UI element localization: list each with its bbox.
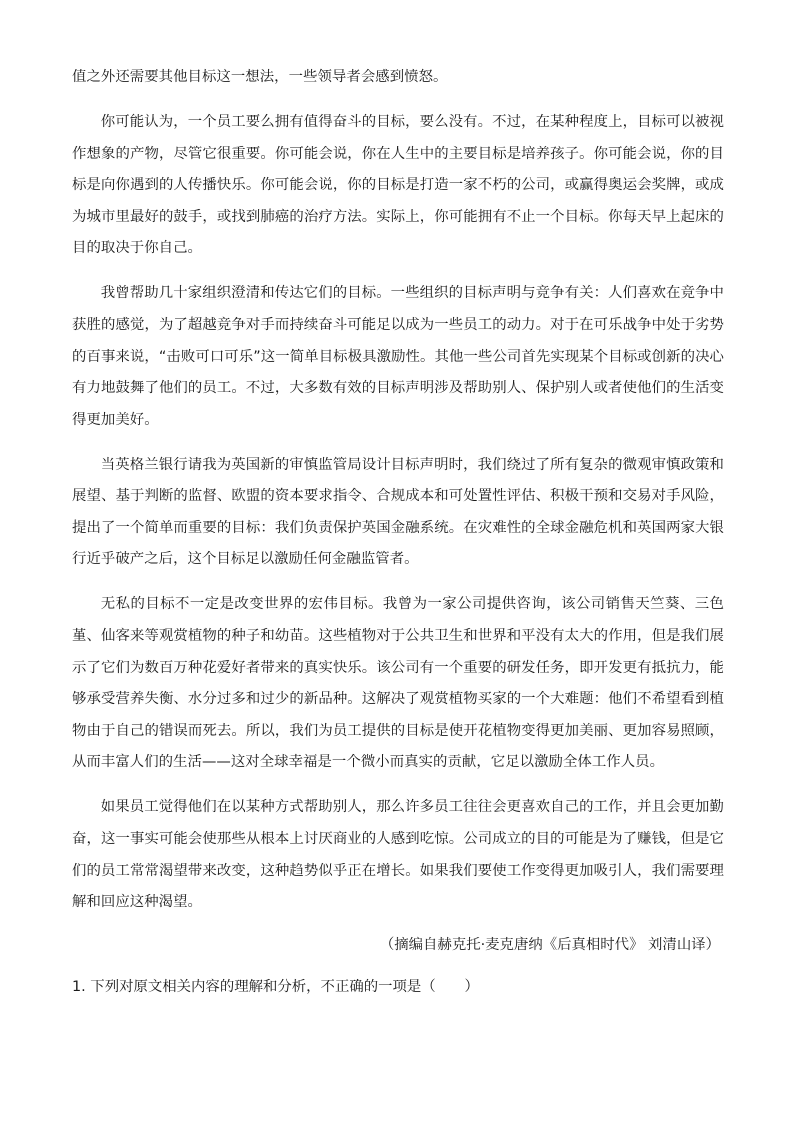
paragraph-continuation: 值之外还需要其他目标这一想法，一些领导者会感到愤怒。 xyxy=(72,69,448,85)
paragraph-helping-others: 如果员工觉得他们在以某种方式帮助别人，那么许多员工往往会更喜欢自己的工作，并且会更加勤奋，这一事实可能会使那些从根本上讨厌商业的人感到吃惊。公司成立的目的可能是为了赚钱，但是它们的员工常常渴望带来改变，这种趋势似乎正在增长。如果我们要使工作变得更加吸引人，我们需要理解和回应这种渴望。 xyxy=(72,799,724,911)
paragraph-selfless-goals: 无私的目标不一定是改变世界的宏伟目标。我曾为一家公司提供咨询，该公司销售天竺葵、三色堇、仙客来等观赏植物的种子和幼苗。这些植物对于公共卫生和世界和平没有太大的作用，但是我们展示了它们为数百万种花爱好者带来的真实快乐。该公司有一个重要的研发任务，即开发更有抵抗力，能够承受营养失衡、水分过多和过少的新品种。这解决了观赏植物买家的一个大难题：他们不希望看到植物由于自己的错误而死去。所以，我们为员工提供的目标是使开花植物变得更加美丽、更加容易照顾，从而丰富人们的生活——这对全球幸福是一个微小而真实的贡献，它足以激励全体工作人员。 xyxy=(72,596,724,771)
article-body xyxy=(72,62,724,1003)
paragraph-competition-goals: 我曾帮助几十家组织澄清和传达它们的目标。一些组织的目标声明与竞争有关：人们喜欢在竞争中获胜的感觉，为了超越竞争对手而持续奋斗可能足以成为一些员工的动力。对于在可乐战争中处于劣势的百事来说，“击败可口可乐”这一简单目标极具激励性。其他一些公司首先实现某个目标或创新的决心有力地鼓舞了他们的员工。不过，大多数有效的目标声明涉及帮助别人、保护别人或者使他们的生活变得更加美好。 xyxy=(72,285,724,428)
question-1: 1. 下列对原文相关内容的理解和分析，不正确的一项是（ ） xyxy=(72,978,479,995)
source-citation: （摘编自赫克托·麦克唐纳《后真相时代》 刘清山译） xyxy=(379,937,720,954)
paragraph-goal-imagination: 你可能认为，一个员工要么拥有值得奋斗的目标，要么没有。不过，在某种程度上，目标可以被视作想象的产物，尽管它很重要。你可能会说，你在人生中的主要目标是培养孩子。你可能会说，你的目标是向你遇到的人传播快乐。你可能会说，你的目标是打造一家不朽的公司，或赢得奥运会奖牌，或成为城市里最好的鼓手，或找到肺癌的治疗方法。实际上，你可能拥有不止一个目标。你每天早上起床的目的取决于你自己。 xyxy=(72,113,724,257)
paragraph-bank-of-england: 当英格兰银行请我为英国新的审慎监管局设计目标声明时，我们绕过了所有复杂的微观审慎政策和展望、基于判断的监督、欧盟的资本要求指令、合规成本和可处置性评估、积极干预和交易对手风险，提出了一个简单而重要的目标：我们负责保护英国金融系统。在灾难性的全球金融危机和英国两家大银行近乎破产之后，这个目标足以激励任何金融监管者。 xyxy=(72,456,724,568)
